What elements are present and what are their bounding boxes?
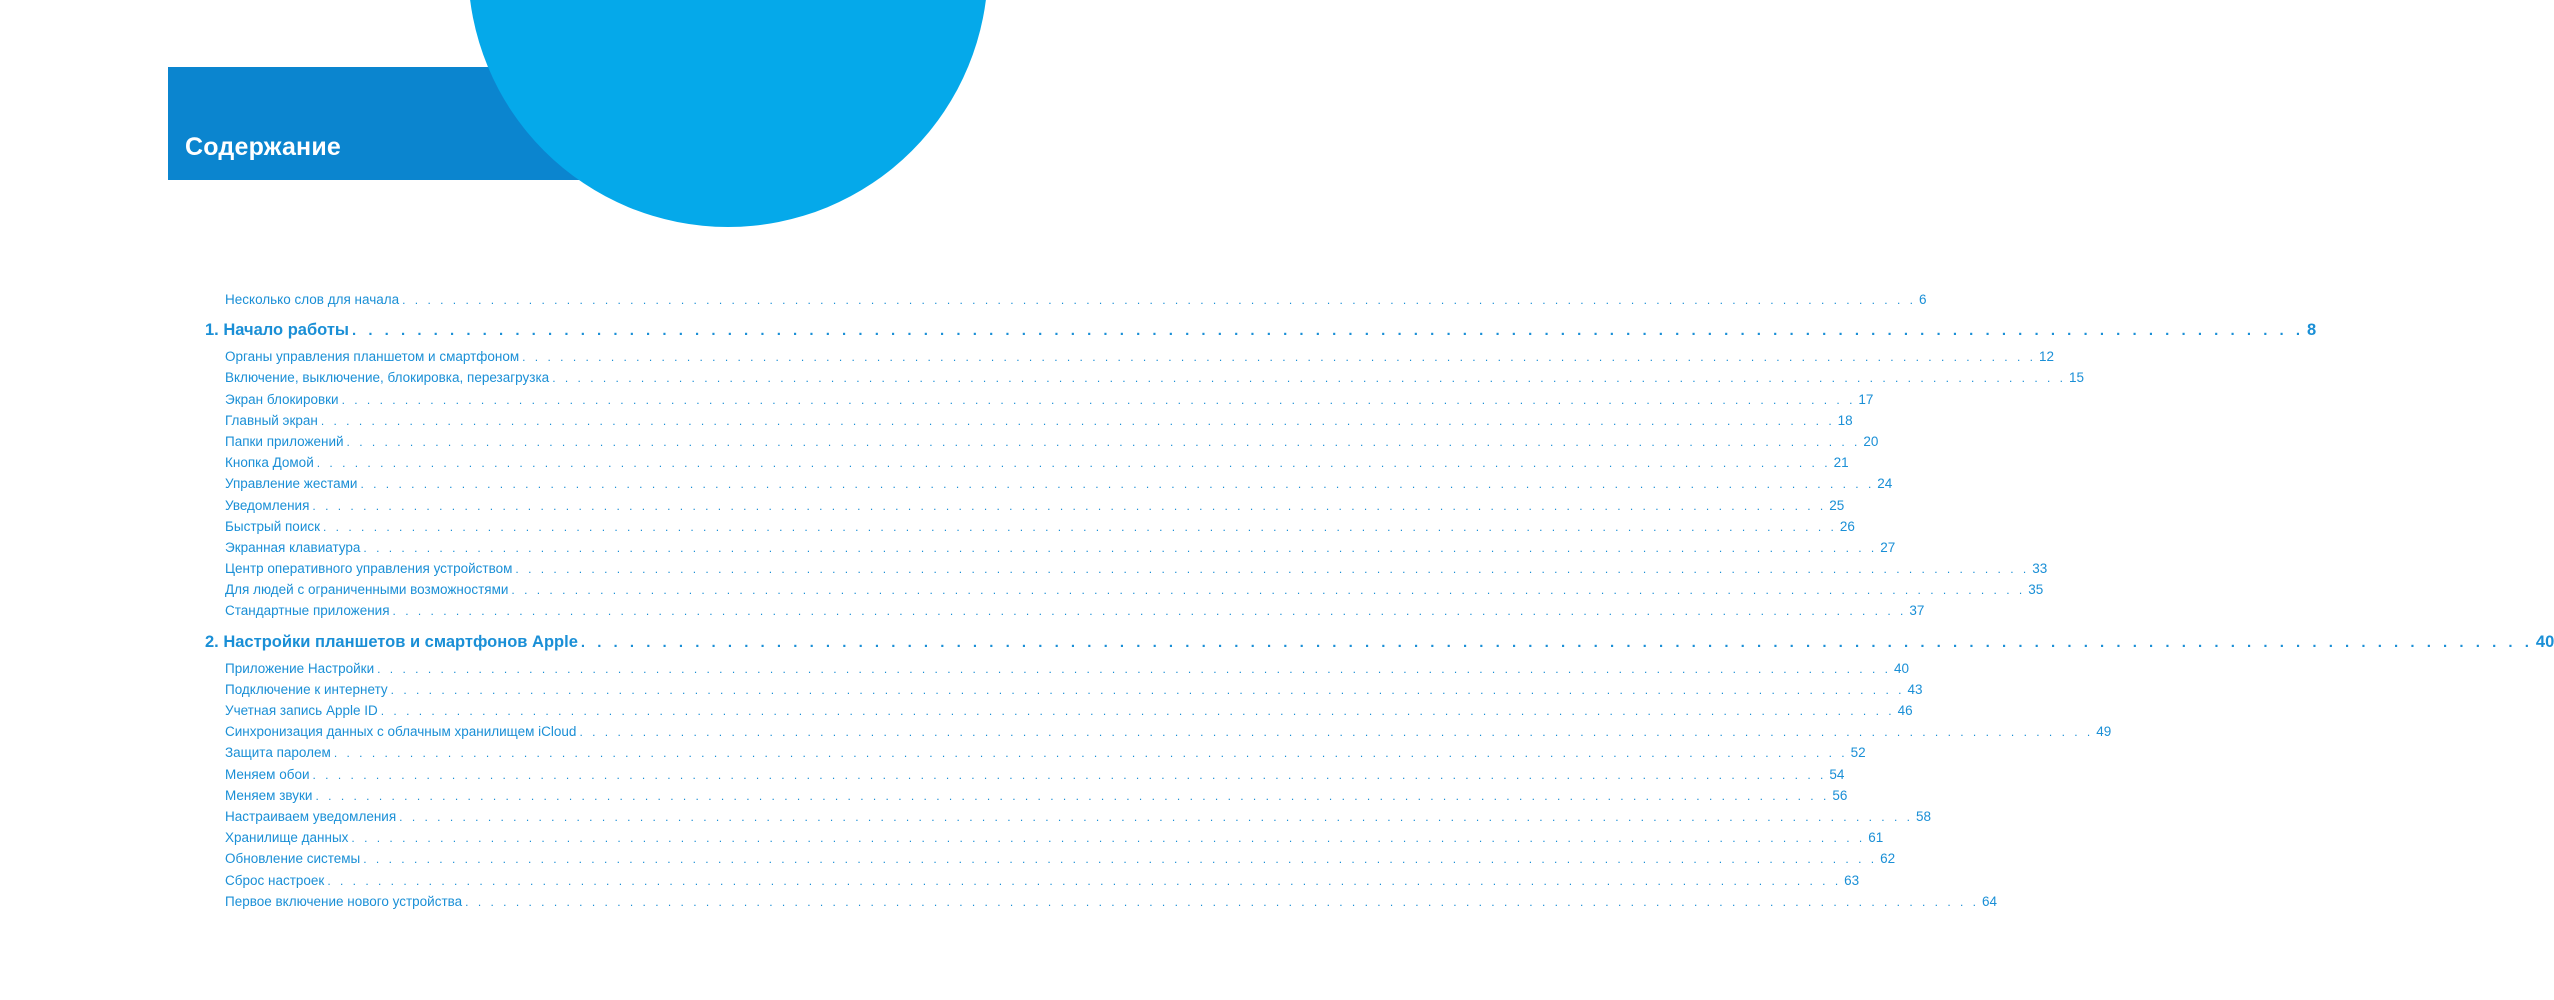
toc-entry-page: 37 bbox=[1909, 603, 1925, 619]
toc-entry[interactable] bbox=[205, 582, 2044, 603]
toc-dot-leader: . . . . . . . . . . . . . . . . . . . . . . . . . . . . . . . . . . . . . . . . . . . . . . . . . . . . . . . . . . . . . . . . . . . . . . . . . . . . . . . . . . . . . . . . . . . . . . . . . . . . . . . . . . . . . . . . . . . . . . . . bbox=[360, 477, 1875, 492]
toc-entry[interactable] bbox=[205, 433, 1879, 455]
toc-entry-page: 58 bbox=[1915, 808, 1932, 824]
toc-entry-page: 35 bbox=[2028, 582, 2044, 598]
toc-entry-title: Подключение к интернету bbox=[225, 681, 388, 697]
toc-entry-title: Защита паролем bbox=[225, 745, 331, 761]
toc-dot-leader: . . . . . . . . . . . . . . . . . . . . . . . . . . . . . . . . . . . . . . . . . . . . . . . . . . . . . . . . . . . . . . . . . . . . . . . . . . . . . . . . . . . . . . . . . . . . . . . . . . . . . . . . . . . . . . . . . . . . . . . . bbox=[315, 788, 1830, 803]
toc-dot-leader: . . . . . . . . . . . . . . . . . . . . . . . . . . . . . . . . . . . . . . . . . . . . . . . . . . . . . . . . . . . . . . . . . . . . . . . . . . . . . . . . . . . . . . . . . . . . . . . . . . . . . . . . . . . . . . . . . . . . . . . . bbox=[377, 661, 1891, 676]
toc-dot-leader: . . . . . . . . . . . . . . . . . . . . . . . . . . . . . . . . . . . . . . . . . . . . . . . . . . . . . . . . . . . . . . . . . . . . . . . . . . . . . . . . . . . . . . . . . . . . . . . . . . . . . . . . . . . . . . . . . . . . . . . . bbox=[320, 413, 1835, 428]
toc-entry[interactable] bbox=[205, 681, 1923, 703]
toc-entry-title: Обновление системы bbox=[225, 851, 361, 867]
toc-entry-page: 25 bbox=[1829, 497, 1845, 513]
toc-entry-title: 1. Начало работы bbox=[205, 321, 349, 340]
toc-chapter[interactable] bbox=[205, 632, 2554, 657]
toc-entry[interactable] bbox=[205, 703, 1913, 724]
toc-dot-leader: . . . . . . . . . . . . . . . . . . . . . . . . . . . . . . . . . . . . . . . . . . . . . . . . . . . . . . . . . . . . . . . . . . . . . . . . . . . . . . . . . . . . . . . . . . . . . . . . . . . . . . . . . . . . . . . . . . . . . . . . bbox=[552, 371, 2067, 386]
toc-entry-page: 64 bbox=[1982, 893, 1998, 909]
toc-entry-page: 33 bbox=[2032, 561, 2048, 577]
toc-dot-leader: . . . . . . . . . . . . . . . . . . . . . . . . . . . . . . . . . . . . . . . . . . . . . . . . . . . . . . . . . . . . . . . . . . . . . . . . . . . . . . . . . . . . . . . . . . . . . . . . . . . . . . . . . . . . . . . . . . . . . . . . bbox=[327, 873, 1842, 888]
toc-entry[interactable] bbox=[205, 787, 1848, 809]
toc-entry[interactable] bbox=[205, 766, 1845, 788]
toc-dot-leader: . . . . . . . . . . . . . . . . . . . . . . . . . . . . . . . . . . . . . . . . . . . . . . . . . . . . . . . . . . . . . . . . . . . . . . . . . . . . . . . . . . . . . . . . . . . . . . . . . . . . . . . . . . . . . . . . . . . . . . . . bbox=[312, 767, 1827, 782]
toc-entry-title: Экран блокировки bbox=[225, 391, 339, 407]
toc-entry-page: 8 bbox=[2307, 321, 2317, 340]
toc-entry-title: Стандартные приложения bbox=[225, 603, 390, 619]
table-of-contents bbox=[205, 292, 2554, 915]
toc-entry-page: 18 bbox=[1837, 412, 1853, 428]
toc-entry[interactable] bbox=[205, 349, 2054, 370]
toc-entry[interactable] bbox=[205, 724, 2112, 745]
toc-entry-page: 56 bbox=[1832, 787, 1848, 803]
toc-dot-leader: . . . . . . . . . . . . . . . . . . . . . . . . . . . . . . . . . . . . . . . . . . . . . . . . . . . . . . . . . . . . . . . . . . . . . . . . . . . . . . . . . . . . . . . . . . . . . . . . . . . . . . . . . . . . . . . . . . . . . . . . bbox=[390, 682, 1905, 697]
toc-entry[interactable] bbox=[205, 893, 1998, 915]
toc-entry[interactable] bbox=[205, 518, 1855, 540]
toc-entry-page: 20 bbox=[1863, 433, 1879, 449]
toc-entry[interactable] bbox=[205, 391, 1874, 413]
toc-entry-title: Включение, выключение, блокировка, перезагрузка bbox=[225, 370, 550, 386]
toc-entry-page: 62 bbox=[1880, 851, 1896, 867]
toc-dot-leader: . . . . . . . . . . . . . . . . . . . . . . . . . . . . . . . . . . . . . . . . . . . . . . . . . . . . . . . . . . . . . . . . . . . . . . . . . . . . . . . . . . . . . . . . . . . . . . . . . . . . . . . . . . . . . . . . . . . . . . . . bbox=[399, 809, 1913, 824]
toc-entry-title: Органы управления планшетом и смартфоном bbox=[225, 349, 520, 365]
toc-entry-page: 17 bbox=[1858, 391, 1874, 407]
toc-entry[interactable] bbox=[205, 292, 1927, 313]
toc-entry-page: 24 bbox=[1877, 476, 1893, 492]
toc-entry-title: Синхронизация данных с облачным хранилищем iCloud bbox=[225, 724, 577, 740]
toc-entry-title: Уведомления bbox=[225, 497, 310, 513]
toc-entry-title: Меняем обои bbox=[225, 766, 310, 782]
page-title: Содержание bbox=[185, 133, 342, 161]
toc-entry-title: Управление жестами bbox=[225, 476, 358, 492]
toc-entry-title: Экранная клавиатура bbox=[225, 539, 361, 555]
toc-entry-title: 2. Настройки планшетов и смартфонов Apple bbox=[205, 632, 578, 651]
toc-dot-leader: . . . . . . . . . . . . . . . . . . . . . . . . . . . . . . . . . . . . . . . . . . . . . . . . . . . . . . . . . . . . . . . . . . . . . . . . . . . . . . . . . . . . . . . . . . . . . . . . . . . . . . . . . . . . . . . . . . . . . . . . bbox=[402, 293, 1916, 307]
toc-entry-title: Центр оперативного управления устройством bbox=[225, 561, 513, 577]
toc-dot-leader: . . . . . . . . . . . . . . . . . . . . . . . . . . . . . . . . . . . . . . . . . . . . . . . . . . . . . . . . . . . . . . . . . . . . . . . . . . . . . . . . . . . . . . . . . . . . . . . . . . . . . . . . . . . . . . . . . . . . . . . . bbox=[333, 746, 1848, 761]
toc-entry-page: 43 bbox=[1907, 681, 1923, 697]
toc-entry-page: 27 bbox=[1880, 539, 1896, 555]
toc-dot-leader: . . . . . . . . . . . . . . . . . . . . . . . . . . . . . . . . . . . . . . . . . . . . . . . . . . . . . . . . . . . . . . . . . . . . . . . . . . . . . . . . . . . . . . . . . . . . . . . . . . . . . . . . . . . . . . . . . . . . . . . . bbox=[312, 498, 1827, 513]
toc-entry[interactable] bbox=[205, 455, 1849, 476]
toc-entry-title: Кнопка Домой bbox=[225, 455, 314, 471]
toc-entry-title: Для людей с ограниченными возможностями bbox=[225, 582, 509, 598]
toc-dot-leader: . . . . . . . . . . . . . . . . . . . . . . . . . . . . . . . . . . . . . . . . . . . . . . . . . . . . . . . . . . . . . . . . . . . . . . . . . . . . . . . . . . . . . . . . . . . . . . . . . . . . . . . . . . . . . . . . . . . . . . . . bbox=[580, 633, 2533, 651]
toc-entry-title: Меняем звуки bbox=[225, 787, 313, 803]
toc-entry-page: 52 bbox=[1850, 745, 1866, 761]
toc-entry-page: 46 bbox=[1897, 703, 1913, 718]
toc-entry-page: 15 bbox=[2069, 370, 2085, 386]
toc-entry[interactable] bbox=[205, 561, 2048, 582]
toc-entry[interactable] bbox=[205, 808, 1932, 830]
toc-entry-page: 63 bbox=[1844, 872, 1860, 888]
toc-entry-title: Главный экран bbox=[225, 412, 318, 428]
toc-entry-page: 40 bbox=[2535, 632, 2554, 651]
toc-entry-page: 6 bbox=[1918, 292, 1927, 307]
toc-chapter[interactable] bbox=[205, 321, 2317, 345]
toc-entry-title: Несколько слов для начала bbox=[225, 292, 400, 307]
toc-entry-title: Настраиваем уведомления bbox=[225, 808, 397, 824]
toc-entry[interactable] bbox=[205, 412, 1853, 434]
toc-dot-leader: . . . . . . . . . . . . . . . . . . . . . . . . . . . . . . . . . . . . . . . . . . . . . . . . . . . . . . . . . . . . . . . . . . . . . . . . . . . . . . . . . . . . . . . . . . . . . . . . . . . . . . . . . . . . . . . . . . . . . . . . bbox=[352, 322, 2305, 340]
toc-dot-leader: . . . . . . . . . . . . . . . . . . . . . . . . . . . . . . . . . . . . . . . . . . . . . . . . . . . . . . . . . . . . . . . . . . . . . . . . . . . . . . . . . . . . . . . . . . . . . . . . . . . . . . . . . . . . . . . . . . . . . . . . bbox=[392, 604, 1907, 619]
toc-entry-title: Сброс настроек bbox=[225, 872, 325, 888]
toc-dot-leader: . . . . . . . . . . . . . . . . . . . . . . . . . . . . . . . . . . . . . . . . . . . . . . . . . . . . . . . . . . . . . . . . . . . . . . . . . . . . . . . . . . . . . . . . . . . . . . . . . . . . . . . . . . . . . . . . . . . . . . . . bbox=[351, 831, 1866, 846]
toc-entry[interactable] bbox=[205, 660, 1909, 682]
toc-entry[interactable] bbox=[205, 830, 1884, 851]
toc-dot-leader: . . . . . . . . . . . . . . . . . . . . . . . . . . . . . . . . . . . . . . . . . . . . . . . . . . . . . . . . . . . . . . . . . . . . . . . . . . . . . . . . . . . . . . . . . . . . . . . . . . . . . . . . . . . . . . . . . . . . . . . . bbox=[316, 456, 1831, 471]
header-banner bbox=[168, 67, 811, 180]
toc-entry-page: 21 bbox=[1833, 455, 1849, 471]
toc-dot-leader: . . . . . . . . . . . . . . . . . . . . . . . . . . . . . . . . . . . . . . . . . . . . . . . . . . . . . . . . . . . . . . . . . . . . . . . . . . . . . . . . . . . . . . . . . . . . . . . . . . . . . . . . . . . . . . . . . . . . . . . . bbox=[380, 704, 1895, 718]
toc-entry-title: Первое включение нового устройства bbox=[225, 893, 463, 909]
toc-dot-leader: . . . . . . . . . . . . . . . . . . . . . . . . . . . . . . . . . . . . . . . . . . . . . . . . . . . . . . . . . . . . . . . . . . . . . . . . . . . . . . . . . . . . . . . . . . . . . . . . . . . . . . . . . . . . . . . . . . . . . . . . bbox=[579, 725, 2094, 740]
toc-entry[interactable] bbox=[205, 745, 1866, 766]
toc-dot-leader: . . . . . . . . . . . . . . . . . . . . . . . . . . . . . . . . . . . . . . . . . . . . . . . . . . . . . . . . . . . . . . . . . . . . . . . . . . . . . . . . . . . . . . . . . . . . . . . . . . . . . . . . . . . . . . . . . . . . . . . . bbox=[465, 894, 1979, 909]
toc-entry[interactable] bbox=[205, 476, 1893, 497]
toc-entry[interactable] bbox=[205, 539, 1896, 561]
toc-dot-leader: . . . . . . . . . . . . . . . . . . . . . . . . . . . . . . . . . . . . . . . . . . . . . . . . . . . . . . . . . . . . . . . . . . . . . . . . . . . . . . . . . . . . . . . . . . . . . . . . . . . . . . . . . . . . . . . . . . . . . . . . bbox=[511, 583, 2026, 598]
banner-circle-decoration bbox=[468, 0, 988, 227]
toc-entry[interactable] bbox=[205, 872, 1860, 894]
toc-dot-leader: . . . . . . . . . . . . . . . . . . . . . . . . . . . . . . . . . . . . . . . . . . . . . . . . . . . . . . . . . . . . . . . . . . . . . . . . . . . . . . . . . . . . . . . . . . . . . . . . . . . . . . . . . . . . . . . . . . . . . . . . bbox=[341, 392, 1856, 407]
toc-dot-leader: . . . . . . . . . . . . . . . . . . . . . . . . . . . . . . . . . . . . . . . . . . . . . . . . . . . . . . . . . . . . . . . . . . . . . . . . . . . . . . . . . . . . . . . . . . . . . . . . . . . . . . . . . . . . . . . . . . . . . . . . bbox=[363, 852, 1878, 867]
toc-entry-title: Быстрый поиск bbox=[225, 518, 321, 534]
toc-entry-title: Учетная запись Apple ID bbox=[225, 703, 378, 718]
toc-entry[interactable] bbox=[205, 851, 1896, 872]
toc-entry-title: Хранилище данных bbox=[225, 830, 349, 846]
toc-dot-leader: . . . . . . . . . . . . . . . . . . . . . . . . . . . . . . . . . . . . . . . . . . . . . . . . . . . . . . . . . . . . . . . . . . . . . . . . . . . . . . . . . . . . . . . . . . . . . . . . . . . . . . . . . . . . . . . . . . . . . . . . bbox=[346, 434, 1861, 449]
toc-entry-page: 54 bbox=[1829, 766, 1845, 782]
toc-entry-page: 49 bbox=[2096, 724, 2112, 740]
toc-entry-title: Приложение Настройки bbox=[225, 660, 375, 676]
toc-entry-page: 26 bbox=[1839, 518, 1855, 534]
toc-entry[interactable] bbox=[205, 603, 1925, 624]
toc-dot-leader: . . . . . . . . . . . . . . . . . . . . . . . . . . . . . . . . . . . . . . . . . . . . . . . . . . . . . . . . . . . . . . . . . . . . . . . . . . . . . . . . . . . . . . . . . . . . . . . . . . . . . . . . . . . . . . . . . . . . . . . . bbox=[522, 350, 2036, 365]
toc-entry[interactable] bbox=[205, 370, 2085, 391]
toc-entry-page: 61 bbox=[1868, 830, 1884, 846]
toc-entry-page: 12 bbox=[2038, 349, 2054, 365]
toc-entry-title: Папки приложений bbox=[225, 433, 344, 449]
toc-dot-leader: . . . . . . . . . . . . . . . . . . . . . . . . . . . . . . . . . . . . . . . . . . . . . . . . . . . . . . . . . . . . . . . . . . . . . . . . . . . . . . . . . . . . . . . . . . . . . . . . . . . . . . . . . . . . . . . . . . . . . . . . bbox=[323, 519, 1837, 534]
toc-entry-page: 40 bbox=[1893, 660, 1909, 676]
toc-dot-leader: . . . . . . . . . . . . . . . . . . . . . . . . . . . . . . . . . . . . . . . . . . . . . . . . . . . . . . . . . . . . . . . . . . . . . . . . . . . . . . . . . . . . . . . . . . . . . . . . . . . . . . . . . . . . . . . . . . . . . . . . bbox=[515, 562, 2030, 577]
toc-entry[interactable] bbox=[205, 497, 1845, 519]
toc-dot-leader: . . . . . . . . . . . . . . . . . . . . . . . . . . . . . . . . . . . . . . . . . . . . . . . . . . . . . . . . . . . . . . . . . . . . . . . . . . . . . . . . . . . . . . . . . . . . . . . . . . . . . . . . . . . . . . . . . . . . . . . . bbox=[363, 540, 1878, 555]
